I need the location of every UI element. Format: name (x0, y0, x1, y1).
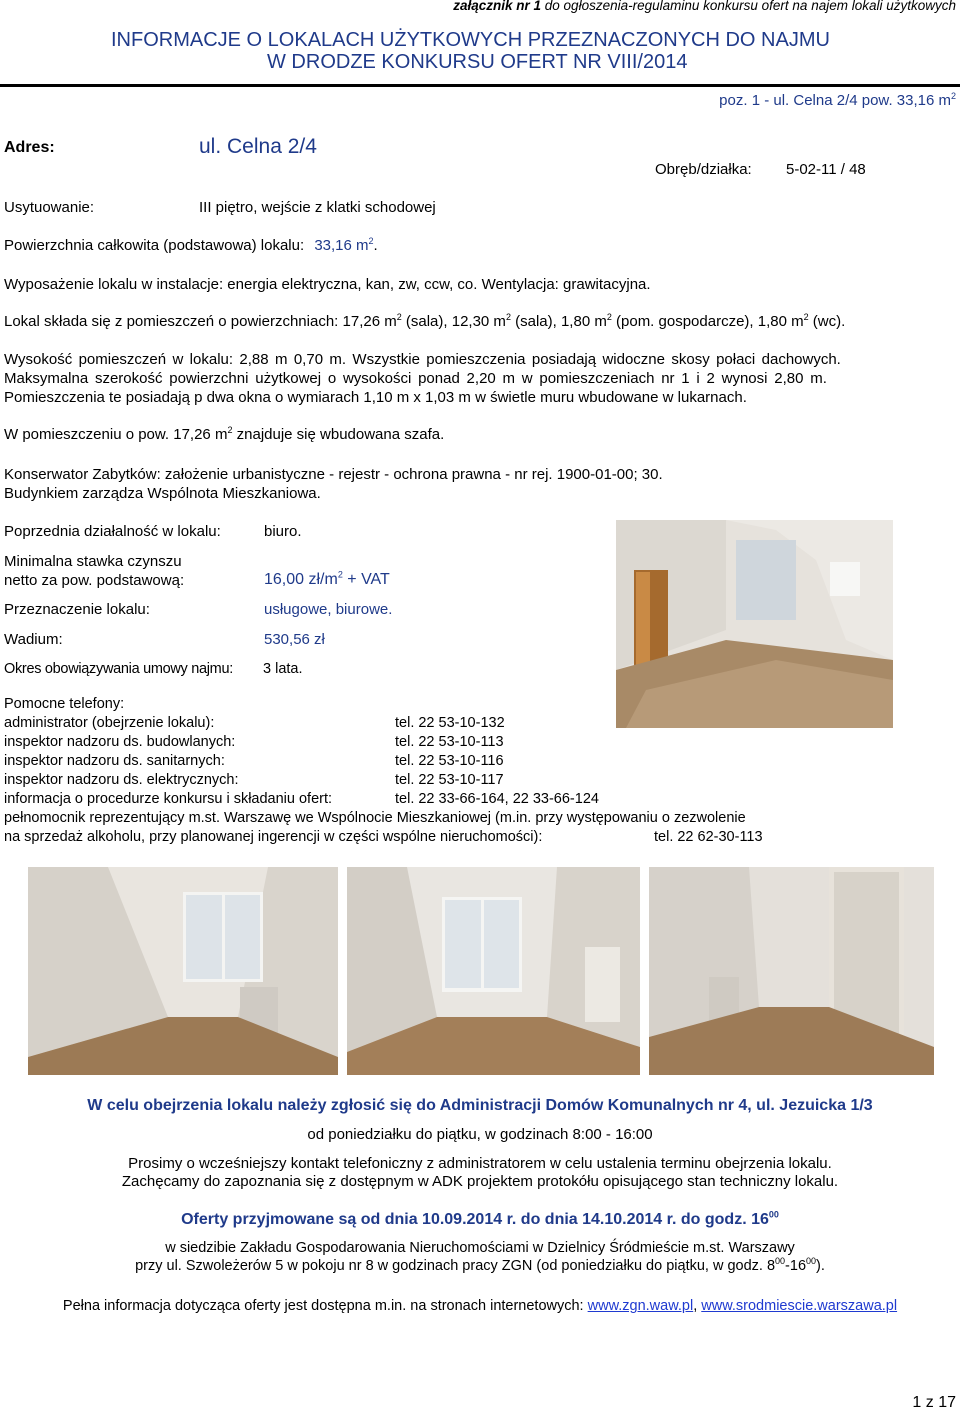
annex-rest: do ogłoszenia-regulaminu konkursu ofert na najem lokali użytkowych (541, 0, 956, 13)
proxy-line1: pełnomocnik reprezentujący m.st. Warszawę we Wspólnocie Mieszkaniowej (m.in. przy występowaniu o zezwolenie (4, 810, 746, 826)
area-line: Powierzchnia całkowita (podstawowa) lokalu: 33,16 $m^2$. (4, 236, 378, 254)
phone-value: tel. 22 53-10-117 (395, 772, 504, 788)
visit-notice: W celu obejrzenia lokalu należy zgłosić się do Administracji Domów Komunalnych nr 4, ul. Jezuicka 1/3 (87, 1097, 873, 1114)
prev-value: biuro. (264, 523, 302, 540)
location-label: Usytuowanie: (4, 199, 95, 216)
address-label: Adres: (4, 139, 55, 156)
equipment-line: Wyposażenie lokalu w instalacje: energia elektryczna, kan, zw, ccw, co. Wentylacja: grawitacyjna. (4, 276, 651, 293)
phones-heading: Pomocne telefony: (4, 696, 125, 712)
deposit-label: Wadium: (4, 631, 63, 648)
phone-row: administrator (obejrzenie lokalu): (4, 715, 215, 731)
position-sup: 2 (950, 91, 956, 101)
phone-row: inspektor nadzoru ds. elektrycznych: (4, 772, 239, 788)
period-label: Okres obowiązywania umowy najmu: (4, 661, 233, 677)
visit-hours: od poniedziałku do piątku, w godzinach 8:00 - 16:00 (307, 1126, 653, 1143)
annex-bold: załącznik nr 1 (453, 0, 542, 13)
obreb-label: Obręb/działka: (655, 161, 752, 178)
rooms-line: Lokal składa się z pomieszczeń o powierzchniach: 17,26 $m^2$ (sala), 12,30 $m^2$ (sala), 1,80 $m^2$ (pom. gospodarcze), 1,80 $m^2$ (wc). (4, 312, 846, 330)
phone-row: inspektor nadzoru ds. sanitarnych: (4, 753, 225, 769)
phone-value: tel. 22 33-66-164, 22 33-66-124 (395, 791, 599, 807)
room-photo-1 (616, 520, 893, 728)
area-value: 33,16 $m^2$ (314, 236, 374, 254)
height-line1: Wysokość pomieszczeń w lokalu: 2,88 m 0,70 m. Wszystkie pomieszczenia posiadają widoczne skosy połaci dachowych. (4, 351, 841, 368)
annex-note (453, 0, 956, 13)
srodmiescie-link[interactable]: www.srodmiescie.warszawa.pl (701, 1298, 898, 1314)
room-photo-2 (28, 867, 338, 1075)
office-line2: przy ul. Szwoleżerów 5 w pokoju nr 8 w godzinach pracy ZGN (od poniedziałku do piątku, w godz. $8^{00}-16^{00}$). (135, 1256, 825, 1274)
proxy-line2: na sprzedaż alkoholu, przy planowanej ingerencji w części wspólne nieruchomości): (4, 829, 543, 845)
obreb-value: 5-02-11 / 48 (786, 161, 866, 178)
deposit-value: 530,56 zł (264, 631, 325, 648)
wardrobe-line: W pomieszczeniu o pow. 17,26 $m^2$ znajduje się wbudowana szafa. (4, 425, 445, 443)
phone-value: tel. 22 53-10-132 (395, 715, 505, 731)
doc-title-line1: INFORMACJE O LOKALACH UŻYTKOWYCH PRZEZNACZONYCH DO NAJMU (111, 29, 830, 51)
room-photo-4 (649, 867, 934, 1075)
zgn-link[interactable]: www.zgn.waw.pl (587, 1298, 694, 1314)
location-value: III piętro, wejście z klatki schodowej (199, 199, 436, 216)
contact-line2: Zachęcamy do zapoznania się z dostępnym w ADK projektem protokółu opisującego stan techniczny lokalu. (121, 1173, 839, 1190)
rent-value: 16,00 $zł/m^2$ + VAT (264, 569, 390, 588)
proxy-value: tel. 22 62-30-113 (654, 829, 763, 845)
room-photo-3 (347, 867, 640, 1075)
page-number: 1 z 17 (912, 1394, 956, 1411)
managed-by-line: Budynkiem zarządza Wspólnota Mieszkaniowa. (4, 485, 321, 502)
phone-row: informacja o procedurze konkursu i składaniu ofert: (4, 791, 333, 807)
contact-line1: Prosimy o wcześniejszy kontakt telefoniczny z administratorem w celu ustalenia terminu obejrzenia lokalu. (128, 1155, 832, 1172)
offers-deadline: Oferty przyjmowane są od dnia 10.09.2014 r. do dnia 14.10.2014 r. do godz. $16^{00}$ (181, 1209, 779, 1228)
rent-label2: netto za pow. podstawową: (4, 572, 185, 589)
rent-label1: Minimalna stawka czynszu (4, 553, 182, 570)
height-line2: Maksymalna szerokość powierzchni użytkowej o wysokości ponad 2,20 m w pomieszczeniach nr 1 i 2 wynosi 2,80 m. (4, 370, 827, 387)
doc-title-line2: W DRODZE KONKURSU OFERT NR VIII/2014 (267, 51, 688, 73)
height-line3: Pomieszczenia te posiadają p dwa okna o wymiarach 1,10 m x 1,03 m w świetle muru wbudowane w lukarnach. (4, 389, 747, 406)
phone-value: tel. 22 53-10-116 (395, 753, 504, 769)
area-label: Powierzchnia całkowita (podstawowa) lokalu: (4, 237, 305, 254)
position-text: poz. 1 - ul. Celna 2/4 pow. 33,16 m (719, 92, 951, 109)
header-rule (0, 84, 960, 87)
office-line1: w siedzibie Zakładu Gospodarowania Nieruchomościami w Dzielnicy Śródmieście m.st. Warszawy (165, 1240, 795, 1256)
purpose-label: Przeznaczenie lokalu: (4, 601, 150, 618)
prev-label: Poprzednia działalność w lokalu: (4, 523, 221, 540)
position-line (719, 92, 956, 109)
phone-row: inspektor nadzoru ds. budowlanych: (4, 734, 236, 750)
conservator-line: Konserwator Zabytków: założenie urbanistyczne - rejestr - ochrona prawna - nr rej. 1900-01-00; 30. (4, 466, 663, 483)
phone-value: tel. 22 53-10-113 (395, 734, 504, 750)
info-line: Pełna informacja dotycząca oferty jest dostępna m.in. na stronach internetowych: www.zgn.waw.pl, www.srodmiescie.warszawa.pl (62, 1298, 898, 1314)
address-value: ul. Celna 2/4 (199, 135, 317, 158)
purpose-value: usługowe, biurowe. (264, 601, 393, 618)
period-value: 3 lata. (263, 661, 303, 677)
